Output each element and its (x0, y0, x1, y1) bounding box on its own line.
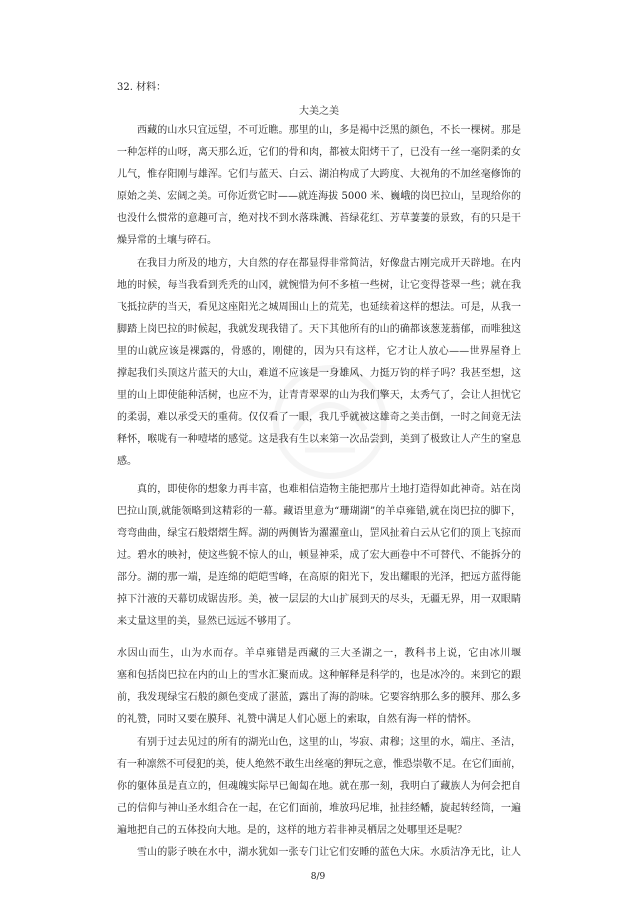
text-line: 来丈量这里的美，显然已远远不够用了。 (117, 616, 297, 628)
text-line: 前，我发现绿宝石般的颜色变成了湛蓝，露出了海的韵味。它要容纳那么多的膜拜、那么多 (117, 692, 521, 704)
text-line: 弯弯曲曲，绿宝石般熠熠生辉。湖的两侧皆为濯濯童山，罡风扯着白云从它们的顶上飞掠而 (117, 527, 521, 539)
text-line: 塞和包括岗巴拉在内的山上的雪水汇聚而成。这种解释是科学的，也是冰冷的。来到它的跟 (117, 670, 521, 682)
text-line: 西藏的山水只宜远望，不可近瞧。那里的山，多是褐中泛黑的颜色，不长一棵树。那是 (137, 125, 521, 136)
paragraph-6 (117, 842, 521, 864)
page-number: 8/9 (310, 872, 326, 882)
text-line: 水因山而生，山为水而存。羊卓雍错是西藏的三大圣湖之一，教科书上说，它由冰川堰 (117, 648, 521, 660)
text-line: 的礼赞，同时又要在膜拜、礼赞中满足人们心愿上的索取，自然有海一样的情怀。 (117, 714, 477, 726)
text-line: 遍地把自己的五体投向大地。是的，这样的地方若非神灵栖居之处哪里还是呢？ (117, 824, 467, 836)
paragraph-2 (117, 253, 521, 474)
article-body (117, 120, 521, 864)
text-line: 飞抵拉萨的当天，看见这座阳光之城周围山上的荒芜，也延续着这样的想法。可是，从我一 (117, 301, 521, 313)
paragraph-1 (117, 120, 521, 253)
paragraph-5 (117, 732, 521, 842)
text-line: 儿气，惟存阳刚与雄浑。它们与蓝天、白云、湖泊构成了大跨度、大视角的不加丝毫修饰的 (117, 169, 521, 181)
text-line: 里的山上即使能种活树，也应不为，让青青翠翠的山为我们擎天，太秀气了，会让人担忧它 (117, 390, 521, 402)
article-title: 大美之美 (299, 106, 339, 117)
question-label: 32. 材料： (117, 82, 167, 93)
text-line: 里的山就应该是裸露的，骨感的，刚健的，因为只有这样，它才让人放心——世界屋脊上 (117, 345, 521, 357)
text-line: 一种怎样的山呀，离天那么近，它们的骨和肉，都被太阳烤干了，已没有一丝一毫阴柔的女 (117, 147, 521, 159)
text-line: 原始之美、宏阔之美。可你近赏它时——就连海拔 5000 米、巍峨的岗巴拉山，呈现给你的 (117, 191, 521, 203)
paragraph-3 (117, 479, 521, 634)
text-line: 脚踏上岗巴拉的时候起，我就发现我错了。天下其他所有的山的确都该葱茏蓊郁，而唯独这 (117, 323, 521, 335)
text-line: 的柔弱，难以承受天的重荷。仅仅看了一眼，我几乎就被这雄奇之美击倒，一时之间竟无法 (117, 412, 521, 424)
text-line: 掉下汁液的天幕切成锯齿形。美，被一层层的大山扩展到天的尽头，无疆无界，用一双眼睛 (117, 593, 521, 605)
text-line: 释怀，喉咙有一种噎堵的感觉。这是我有生以来第一次品尝到，美到了极致让人产生的窒息 (117, 434, 521, 446)
text-line: 真的，即使你的想象力再丰富，也难相信造物主能把那片土地打造得如此神奇。站在岗 (137, 483, 521, 495)
text-line: 燥异常的土壤与碎石。 (117, 235, 217, 247)
text-line: 有别于过去见过的所有的湖光山色，这里的山，岑寂、肃穆；这里的水，端庄、圣洁， (137, 736, 521, 748)
text-line: 撑起我们头顶这片蓝天的大山，难道不应该是一身雄风、力挺万钧的样子吗？我甚至想，这 (117, 368, 521, 380)
text-line: 你的躯体虽是直立的，但魂魄实际早已匍匐在地。就在那一刻，我明白了藏族人为何会把自 (117, 780, 521, 792)
text-line: 在我目力所及的地方，大自然的存在都显得非常简洁，好像盘古刚完成开天辟地。在内 (137, 257, 521, 269)
text-line: 感。 (117, 456, 137, 468)
paragraph-4 (117, 643, 521, 731)
text-line: 巴拉山顶,就能领略到这精彩的一幕。藏语里意为“珊瑚湖”的羊卓雍错,就在岗巴拉的脚下， (117, 505, 521, 517)
text-line: 己的信仰与神山圣水组合在一起，在它们面前，堆放玛尼堆，扯挂经幡，旋起转经筒，一遍 (117, 802, 521, 814)
text-line: 过。碧水的映衬，使这些貌不惊人的山，顿显神采，成了宏大画卷中不可替代、不能拆分的 (117, 549, 521, 561)
text-line: 有一种凛然不可侵犯的美，使人绝然不敢生出丝毫的狎玩之意，惟恐崇敬不足。在它们面前， (117, 758, 521, 770)
text-line: 部分。湖的那一端，是连绵的皑皑雪峰，在高原的阳光下，发出耀眼的光泽，把远方蓝得能 (117, 571, 521, 583)
text-line: 雪山的影子映在水中，湖水犹如一张专门让它们安睡的蓝色大床。水质洁净无比，让人 (137, 847, 521, 858)
text-line: 地的时候，每当我看到秃秃的山冈，就惋惜为何不多植一些树，让它变得苍翠一些；就在我 (117, 279, 521, 291)
text-line: 也没什么惯常的意趣可言，绝对找不到水落珠溅、苔绿花红、芳草萋萋的景致，有的只是干 (117, 213, 521, 225)
